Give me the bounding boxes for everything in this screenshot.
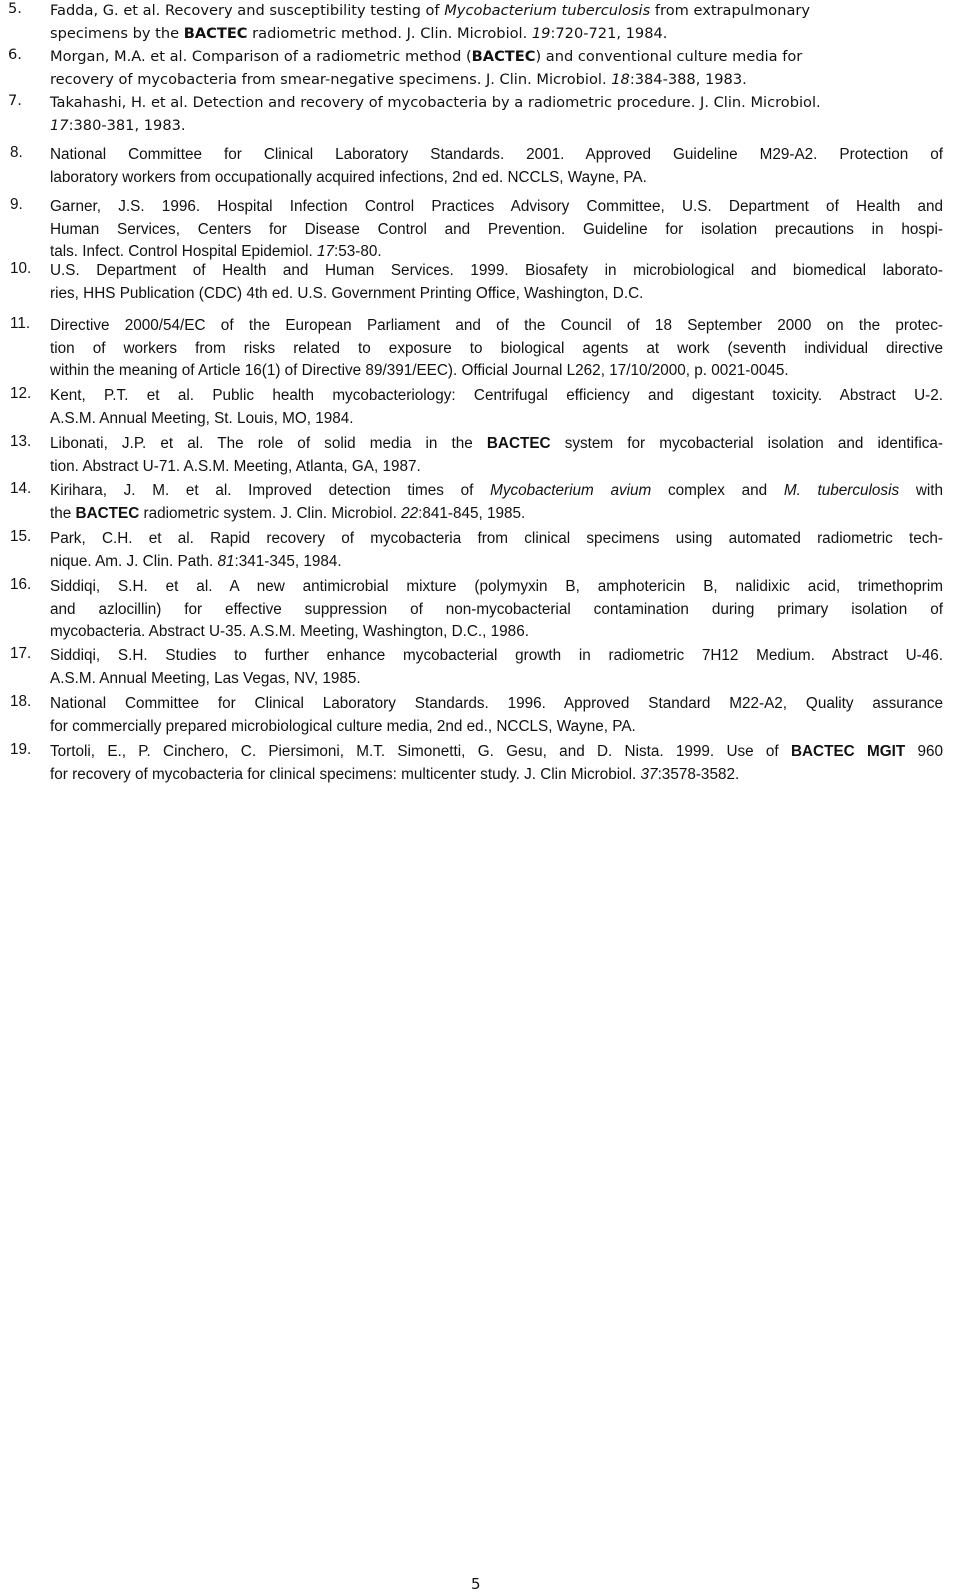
reference-text: [50, 385, 943, 430]
reference-segment: Siddiqi, S.H. et al. A new antimicrobial mixture (polymyxin B, amphotericin B, nalidixic acid, trimethoprim: [50, 578, 943, 595]
reference-segment: 22: [401, 504, 419, 522]
reference-segment: :384-388, 1983.: [629, 70, 747, 88]
reference-line: [50, 115, 943, 138]
reference-segment: Kent, P.T. et al. Public health mycobacteriology: Centrifugal efficiency and digestant toxicity. Abstract U-2.: [50, 387, 943, 404]
reference-line: [50, 315, 943, 338]
reference-line: [50, 408, 943, 431]
reference-number: 6.: [8, 46, 22, 63]
reference-segment: radiometric system. J. Clin. Microbiol.: [139, 504, 402, 522]
reference-segment: for recovery of mycobacteria for clinical specimens: multicenter study. J. Clin Microbiol.: [50, 765, 641, 783]
reference-line: [50, 528, 943, 551]
reference-segment: and azlocillin) for effective suppression of non-mycobacterial contamination during primary isolation of: [50, 600, 943, 618]
reference-segment: National Committee for Clinical Laboratory Standards. 2001. Approved Guideline M29-A2. Protection of: [50, 146, 943, 163]
reference-segment: :3578-3582.: [657, 765, 740, 783]
reference-segment: A.S.M. Annual Meeting, Las Vegas, NV, 1985.: [50, 669, 361, 687]
reference-line: [50, 716, 943, 739]
reference-number: 13.: [10, 433, 32, 450]
reference-number: 9.: [10, 196, 23, 213]
reference-line: [50, 645, 943, 668]
reference-line: [50, 693, 943, 716]
reference-number: 10.: [10, 260, 32, 277]
reference-text: [50, 480, 943, 525]
reference-number: 16.: [10, 576, 32, 593]
reference-line: [50, 551, 943, 574]
reference-segment: Takahashi, H. et al. Detection and recovery of mycobacteria by a radiometric procedure. J. Clin. Microbiol.: [50, 94, 821, 111]
reference-segment: Kirihara, J. M. et al. Improved detection times of: [50, 482, 491, 499]
reference-segment: recovery of mycobacteria from smear-negative specimens. J. Clin. Microbiol.: [50, 70, 612, 88]
reference-segment: 81: [217, 552, 235, 570]
reference-segment: with: [899, 482, 944, 499]
reference-line: [50, 144, 943, 167]
reference-text: [50, 92, 943, 137]
reference-segment: 18: [611, 70, 630, 88]
reference-segment: Tortoli, E., P. Cinchero, C. Piersimoni, M.T. Simonetti, G. Gesu, and D. Nista. 1999. Use of: [50, 743, 791, 760]
reference-text: [50, 433, 943, 478]
reference-number: 5.: [8, 0, 22, 17]
reference-segment: U.S. Department of Health and Human Services. 1999. Biosafety in microbiological and biomedical laborato-: [50, 262, 943, 279]
reference-segment: :841-845, 1985.: [418, 504, 526, 522]
reference-segment: tion of workers from risks related to exposure to biological agents at work (seventh individual directive: [50, 339, 943, 357]
reference-line: [50, 668, 943, 691]
reference-segment: system for mycobacterial isolation and identifica-: [550, 435, 943, 452]
reference-line: [50, 456, 943, 479]
reference-number: 18.: [10, 693, 32, 710]
reference-number: 7.: [8, 92, 22, 109]
reference-segment: Garner, J.S. 1996. Hospital Infection Control Practices Advisory Committee, U.S. Department of Health and: [50, 198, 943, 215]
reference-line: [50, 385, 943, 408]
reference-text: [50, 645, 943, 690]
reference-segment: Park, C.H. et al. Rapid recovery of mycobacteria from clinical specimens using automated radiometric tech-: [50, 530, 943, 547]
reference-text: [50, 528, 943, 573]
reference-segment: :380-381, 1983.: [68, 116, 186, 134]
reference-number: 14.: [10, 480, 32, 497]
reference-line: [50, 576, 943, 599]
reference-line: [50, 741, 943, 764]
reference-line: [50, 764, 943, 787]
reference-segment: BACTEC: [183, 24, 248, 42]
reference-number: 12.: [10, 385, 32, 402]
reference-segment: mycobacteria. Abstract U-35. A.S.M. Meeting, Washington, D.C., 1986.: [50, 623, 529, 641]
reference-line: [50, 621, 943, 644]
reference-segment: Mycobacterium avium: [490, 482, 652, 499]
reference-segment: 960: [905, 743, 943, 760]
reference-text: [50, 741, 943, 786]
reference-segment: nique. Am. J. Clin. Path.: [50, 552, 218, 570]
reference-segment: National Committee for Clinical Laboratory Standards. 1996. Approved Standard M22-A2, Quality assurance: [50, 695, 943, 712]
reference-segment: ) and conventional culture media for: [535, 48, 803, 65]
reference-line: [50, 23, 943, 46]
reference-number: 11.: [10, 315, 31, 332]
reference-segment: ries, HHS Publication (CDC) 4th ed. U.S. Government Printing Office, Washington, D.C.: [50, 284, 644, 302]
reference-line: [50, 92, 943, 115]
reference-line: [50, 338, 943, 361]
reference-segment: Morgan, M.A. et al. Comparison of a radiometric method (: [50, 48, 472, 65]
reference-segment: Siddiqi, S.H. Studies to further enhance mycobacterial growth in radiometric 7H12 Medium. Abstract U-46.: [50, 647, 943, 664]
reference-segment: BACTEC MGIT: [790, 743, 906, 760]
reference-segment: :720-721, 1984.: [550, 24, 668, 42]
reference-segment: 17: [316, 243, 334, 261]
reference-line: [50, 46, 943, 69]
reference-line: [50, 599, 943, 622]
reference-line: [50, 360, 943, 383]
reference-text: [50, 693, 943, 738]
reference-text: [50, 315, 943, 383]
reference-line: [50, 433, 943, 456]
reference-line: [50, 167, 943, 190]
reference-segment: M. tuberculosis: [783, 482, 900, 499]
reference-segment: 17: [50, 116, 69, 134]
reference-line: [50, 480, 943, 503]
reference-segment: tals. Infect. Control Hospital Epidemiol.: [50, 243, 317, 261]
reference-segment: Human Services, Centers for Disease Control and Prevention. Guideline for isolation precautions in hospi-: [50, 220, 943, 238]
reference-number: 8.: [10, 144, 23, 161]
reference-text: [50, 196, 943, 264]
reference-segment: laboratory workers from occupationally acquired infections, 2nd ed. NCCLS, Wayne, PA.: [50, 168, 647, 186]
reference-segment: specimens by the: [50, 24, 184, 42]
reference-segment: tion. Abstract U-71. A.S.M. Meeting, Atlanta, GA, 1987.: [50, 457, 421, 475]
reference-segment: A.S.M. Annual Meeting, St. Louis, MO, 1984.: [50, 409, 354, 427]
reference-segment: :341-345, 1984.: [234, 552, 342, 570]
reference-segment: Directive 2000/54/EC of the European Parliament and of the Council of 18 September 2000 on the protec-: [50, 317, 943, 334]
reference-line: [50, 0, 943, 23]
reference-segment: BACTEC: [486, 435, 551, 452]
reference-number: 19.: [10, 741, 32, 758]
reference-number: 17.: [10, 645, 32, 662]
reference-text: [50, 46, 943, 91]
reference-line: [50, 260, 943, 283]
reference-line: [50, 196, 943, 219]
reference-text: [50, 260, 943, 305]
reference-segment: Mycobacterium tuberculosis: [444, 2, 651, 19]
reference-line: [50, 69, 943, 92]
reference-text: [50, 144, 943, 189]
reference-segment: Libonati, J.P. et al. The role of solid media in the: [50, 435, 487, 452]
reference-number: 15.: [10, 528, 32, 545]
reference-text: [50, 0, 943, 45]
reference-segment: complex and: [651, 482, 784, 499]
reference-segment: BACTEC: [471, 48, 536, 65]
reference-segment: radiometric method. J. Clin. Microbiol.: [247, 24, 532, 42]
reference-line: [50, 503, 943, 526]
reference-segment: within the meaning of Article 16(1) of Directive 89/391/EEC). Official Journal L262, 17/10/2000, p. 0021-0045.: [50, 362, 789, 380]
reference-text: [50, 576, 943, 644]
reference-line: [50, 283, 943, 306]
reference-segment: from extrapulmonary: [650, 2, 811, 19]
reference-segment: Fadda, G. et al. Recovery and susceptibility testing of: [50, 2, 445, 19]
reference-segment: :53-80.: [333, 243, 382, 261]
reference-segment: 19: [531, 24, 551, 42]
reference-segment: BACTEC: [75, 504, 140, 522]
reference-segment: 37: [640, 765, 658, 783]
reference-segment: the: [50, 504, 76, 522]
reference-line: [50, 219, 943, 242]
page-number: 5: [471, 1575, 481, 1593]
reference-segment: for commercially prepared microbiological culture media, 2nd ed., NCCLS, Wayne, PA.: [50, 717, 636, 735]
